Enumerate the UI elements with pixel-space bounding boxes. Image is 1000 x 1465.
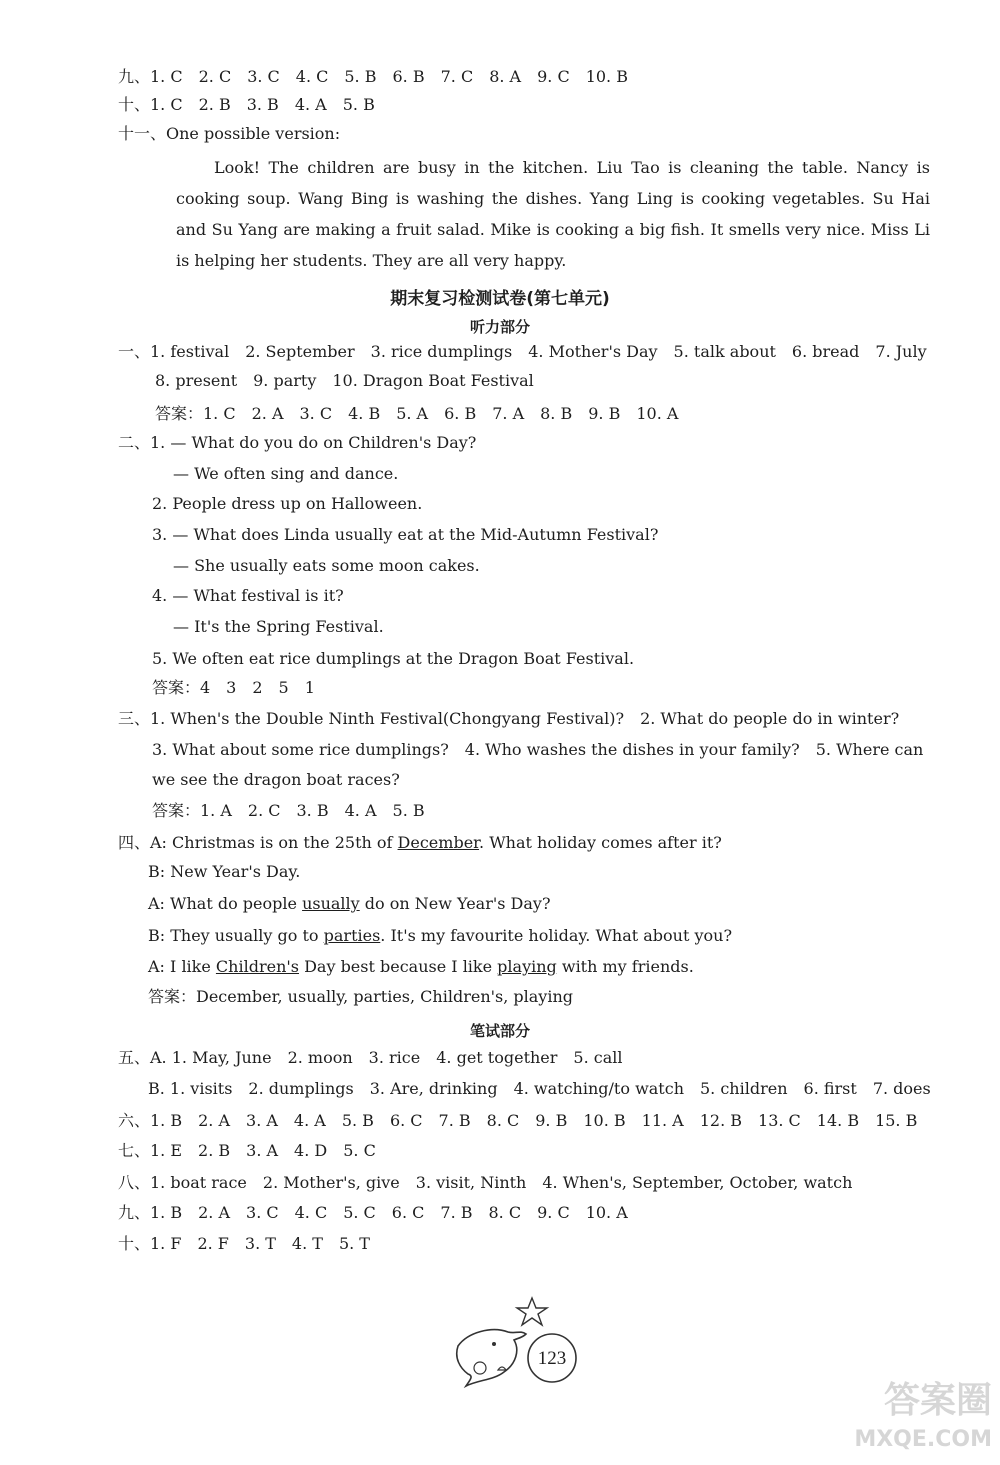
q4-filled-word: parties: [323, 926, 381, 945]
listening-heading: 听力部分: [469, 318, 530, 336]
q5-line-a: 五、A. 1. May, June 2. moon 3. rice 4. get together 5. call: [118, 1048, 623, 1067]
q4-answer: 答案：December, usually, parties, Children's, playing: [148, 987, 574, 1006]
q2-line-a: 二、1. — What do you do on Children's Day?: [118, 433, 477, 452]
q4-filled-word: December: [397, 833, 480, 852]
watermark-bottom: MXQE.COM: [854, 1427, 992, 1452]
q2-line-d: 3. — What does Linda usually eat at the Mid-Autumn Festival?: [152, 525, 659, 544]
sample-paragraph: Look! The children are busy in the kitchen. Liu Tao is cleaning the table. Nancy is cooking soup. Wang Bing is washing the dishes. Yang Ling is cooking vegetables. Su Hai and Su Yang are making a fruit salad. Mike is cooking a big fish. It smells very nice. Miss Li is helping her students. They are all very happy.: [176, 158, 930, 270]
q4-text: . It's my favourite holiday. What about you?: [380, 926, 733, 945]
q2-line-e: — She usually eats some moon cakes.: [173, 556, 480, 575]
q3-line-a: 三、1. When's the Double Ninth Festival(Chongyang Festival)? 2. What do people do in winter?: [118, 709, 900, 728]
q1-line-b: 8. present 9. party 10. Dragon Boat Festival: [155, 371, 534, 390]
q1-line-a: 一、1. festival 2. September 3. rice dumplings 4. Mother's Day 5. talk about 6. bread 7. July: [118, 342, 927, 361]
q2-line-c: 2. People dress up on Halloween.: [152, 494, 423, 513]
dolphin-icon: [457, 1330, 526, 1386]
q2-line-f: 4. — What festival is it?: [152, 586, 344, 605]
page-number: 123: [537, 1348, 567, 1369]
q4-filled-word: usually: [302, 894, 360, 913]
written-heading: 笔试部分: [469, 1022, 530, 1040]
q3-answer: 答案：1. A 2. C 3. B 4. A 5. B: [152, 801, 425, 820]
q4-line-a: [118, 832, 722, 854]
q3-line-c: we see the dragon boat races?: [152, 770, 400, 789]
q7-line: 七、1. E 2. B 3. A 4. D 5. C: [118, 1141, 376, 1160]
section-title: 期末复习检测试卷(第七单元): [390, 289, 610, 309]
shell-icon: [474, 1362, 486, 1374]
q10-line: 十、1. F 2. F 3. T 4. T 5. T: [118, 1234, 370, 1253]
q4-filled-word: playing: [497, 957, 557, 976]
q4-text: Day best because I like: [298, 957, 498, 976]
q4-line-b: B: New Year's Day.: [148, 862, 301, 881]
q2-line-h: 5. We often eat rice dumplings at the Dragon Boat Festival.: [152, 649, 635, 668]
dolphin-star-icon: [448, 1296, 578, 1396]
q6-line: 六、1. B 2. A 3. A 4. A 5. B 6. C 7. B 8. C 9. B 10. B 11. A 12. B 13. C 14. B 15. B: [118, 1111, 918, 1130]
q1-answer: 答案：1. C 2. A 3. C 4. B 5. A 6. B 7. A 8. B 9. B 10. A: [155, 404, 679, 423]
dolphin-eye: [492, 1342, 496, 1346]
q4-line-c: [148, 893, 551, 915]
answer-line-10: 十、1. C 2. B 3. B 4. A 5. B: [118, 95, 375, 114]
answer-line-11: 十一、One possible version:: [118, 124, 341, 143]
q4-text: . What holiday comes after it?: [479, 833, 722, 852]
q2-line-g: — It's the Spring Festival.: [173, 617, 384, 636]
q4-line-e: [148, 956, 694, 978]
q8-line: 八、1. boat race 2. Mother's, give 3. visit, Ninth 4. When's, September, October, watch: [118, 1173, 853, 1192]
q4-text: do on New Year's Day?: [359, 894, 551, 913]
q4-text: A: What do people: [148, 894, 303, 913]
q4-text: B: They usually go to: [148, 926, 324, 945]
q4-filled-word: Children's: [215, 957, 299, 976]
q4-text: with my friends.: [556, 957, 694, 976]
q3-line-b: 3. What about some rice dumplings? 4. Who washes the dishes in your family? 5. Where can: [152, 740, 924, 759]
q2-line-b: — We often sing and dance.: [173, 464, 399, 483]
q5-line-b: B. 1. visits 2. dumplings 3. Are, drinking 4. watching/to watch 5. children 6. first 7. does: [148, 1079, 931, 1098]
q4-line-d: [148, 925, 732, 947]
q4-text: A: I like: [148, 957, 216, 976]
star-icon: [517, 1298, 547, 1325]
q2-answer: 答案：4 3 2 5 1: [152, 678, 315, 697]
shell-icon-2: [498, 1367, 506, 1370]
q9-line: 九、1. B 2. A 3. C 4. C 5. C 6. C 7. B 8. C 9. C 10. A: [118, 1203, 628, 1222]
watermark-logo: [842, 1372, 992, 1452]
watermark-top: 答案圈: [883, 1380, 992, 1421]
q4-text: 四、A: Christmas is on the 25th of: [118, 833, 398, 852]
answer-line-9: 九、1. C 2. C 3. C 4. C 5. B 6. B 7. C 8. A 9. C 10. B: [118, 67, 628, 86]
